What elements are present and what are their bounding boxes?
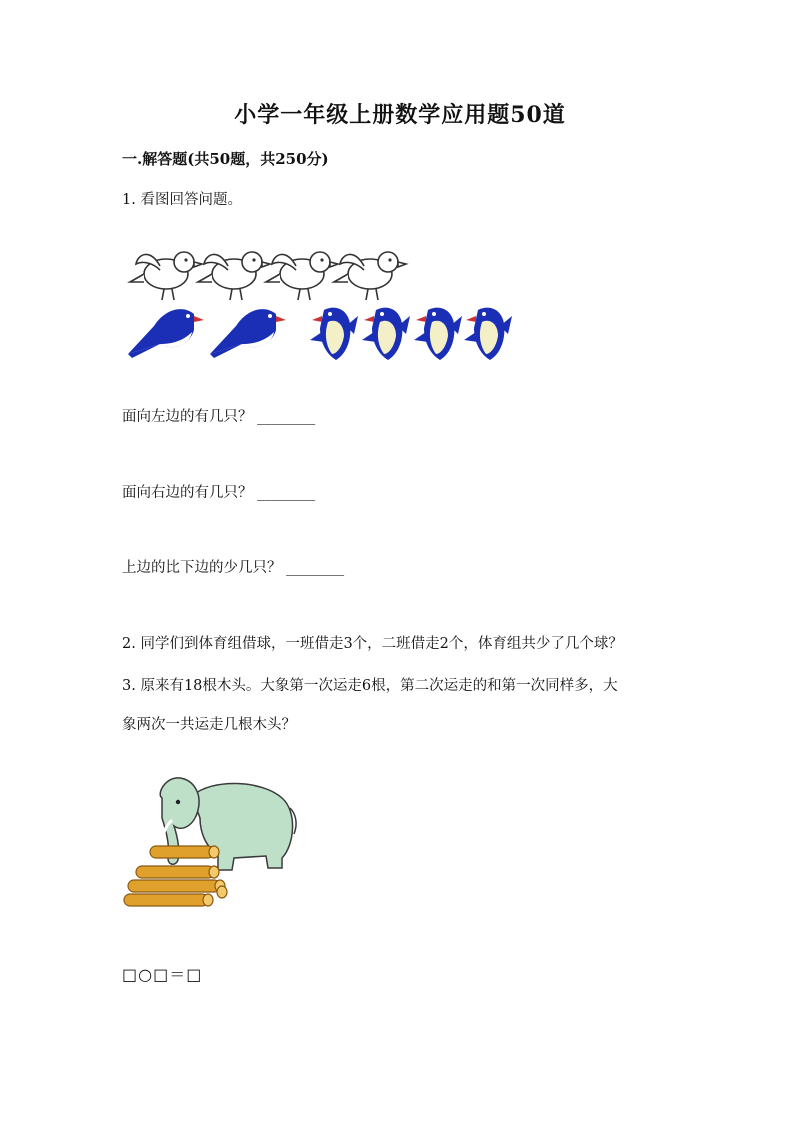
q1-part-left-text: 面向左边的有几只？	[122, 409, 253, 425]
q2-text: 2. 同学们到体育组借球，一班借走3个，二班借走2个，体育组共少了几个球？	[122, 636, 623, 652]
elephant-logs-icon	[122, 768, 302, 918]
q3-line1: 3. 原来有18根木头。大象第一次运走6根，第二次运走的和第一次同样多，大	[122, 678, 618, 694]
answer-blank[interactable]: ________	[286, 560, 345, 576]
answer-blank[interactable]: ________	[257, 485, 316, 501]
page-title: 小学一年级上册数学应用题50道	[234, 102, 566, 128]
section-header: 一.解答题(共50题，共250分)	[122, 150, 329, 168]
birds-icon	[122, 242, 514, 367]
q1-part-difference	[122, 558, 344, 578]
q1-prompt: 1. 看图回答问题。	[122, 192, 242, 208]
q1-part-right	[122, 483, 315, 503]
q3-line2: 象两次一共运走几根木头？	[122, 717, 296, 733]
equation-template[interactable]: □○□＝□	[122, 965, 203, 984]
q1-part-difference-text: 上边的比下边的少几只？	[122, 560, 282, 576]
answer-blank[interactable]: ________	[257, 409, 316, 425]
q1-part-left	[122, 407, 315, 427]
q1-part-right-text: 面向右边的有几只？	[122, 485, 253, 501]
